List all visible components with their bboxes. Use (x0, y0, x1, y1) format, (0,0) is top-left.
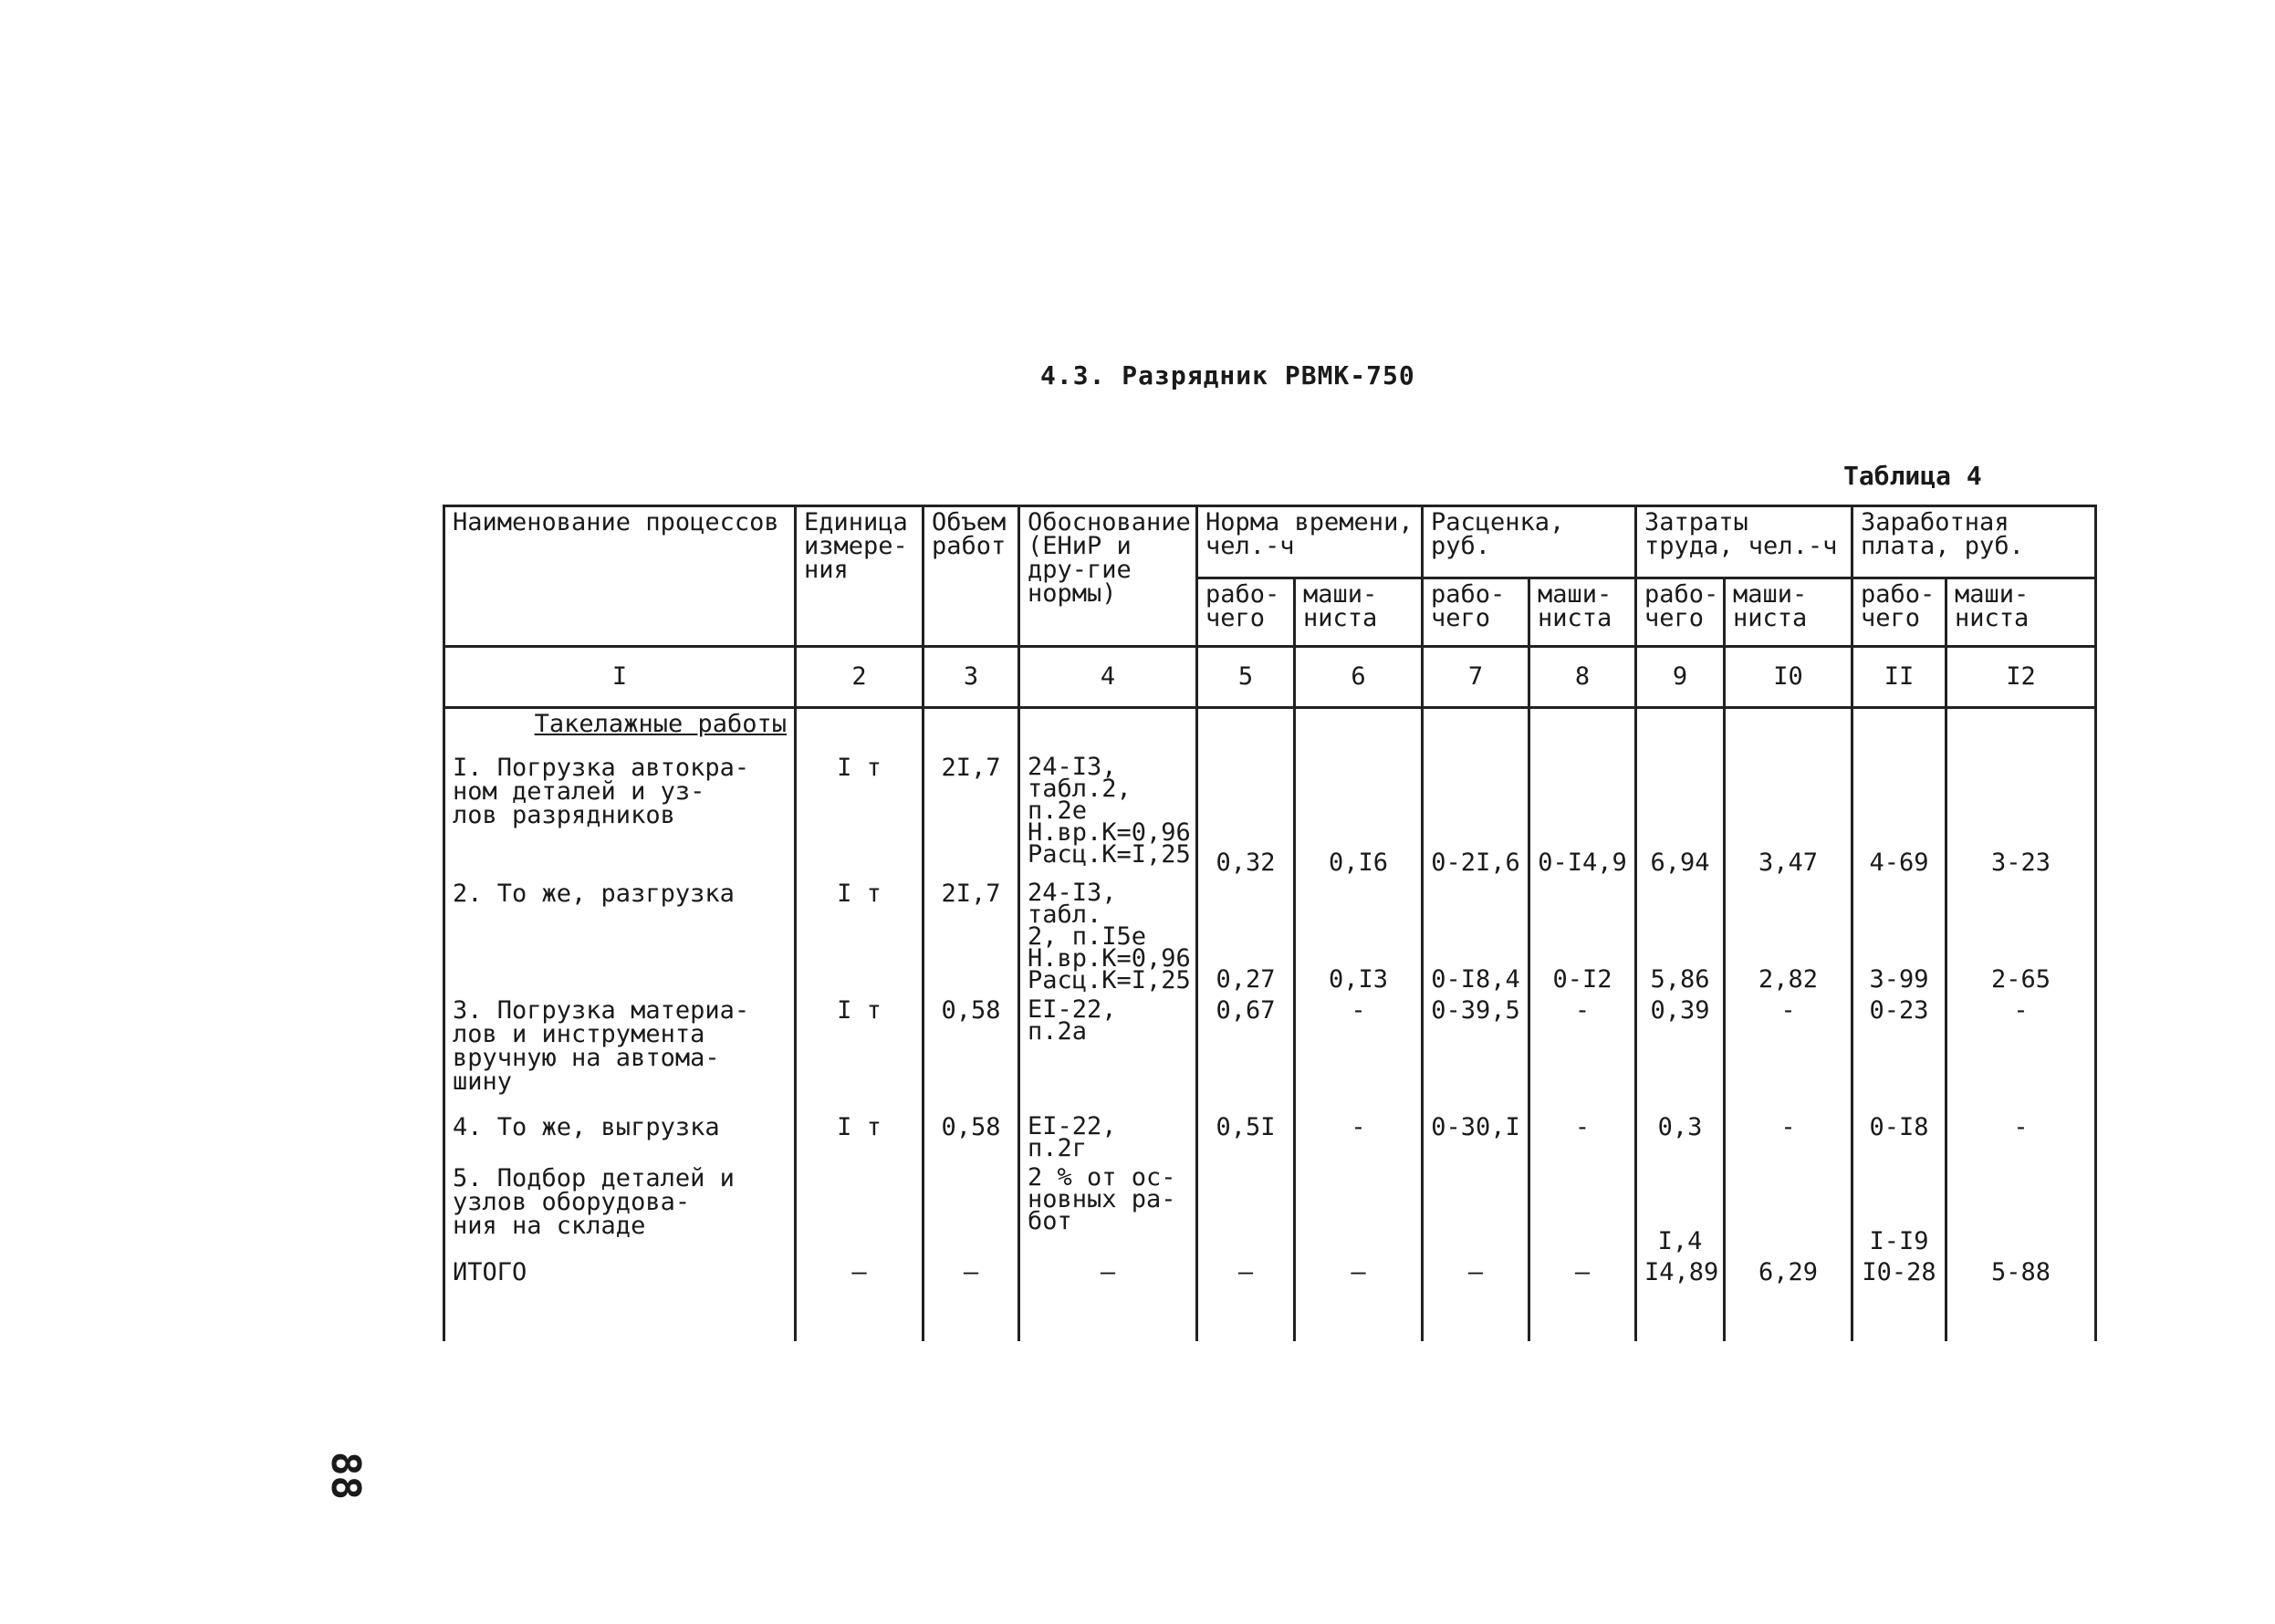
basis-cell: ЕI-22, п.2г (1019, 1112, 1197, 1163)
norm-worker-cell: 0,5I (1197, 1112, 1295, 1163)
labor-machinist-cell: 3,47 (1725, 753, 1852, 879)
norm-worker-cell: – (1197, 1257, 1295, 1301)
labor-worker-cell: 0,39 (1636, 995, 1725, 1112)
total-label: ИТОГО (444, 1257, 796, 1301)
rate-worker-cell: 0-30,I (1423, 1112, 1529, 1163)
norms-table (443, 505, 2097, 1341)
page-title: 4.3. Разрядник РВМК-750 (1040, 360, 1415, 390)
table-row (444, 753, 2096, 879)
wage-machinist-cell: - (1946, 1112, 2096, 1163)
rate-worker-cell: – (1423, 1257, 1529, 1301)
header-wage-machinist: маши-ниста (1946, 578, 2096, 647)
norm-worker-cell (1197, 1163, 1295, 1257)
labor-worker-cell: 6,94 (1636, 753, 1725, 879)
basis-cell: 24-I3, табл. 2, п.I5е Н.вр.К=0,96 Расц.К=I,25 (1019, 879, 1197, 995)
unit-cell: I т (796, 753, 924, 879)
labor-worker-cell: 5,86 (1636, 879, 1725, 995)
norm-machinist-cell: – (1295, 1257, 1423, 1301)
basis-cell: 2 % от ос- новных ра- бот (1019, 1163, 1197, 1257)
header-volume: Объем работ (924, 506, 1019, 647)
wage-worker-cell: 0-23 (1852, 995, 1946, 1112)
process-name: 2. То же, разгрузка (444, 879, 796, 995)
wage-machinist-cell: 2-65 (1946, 879, 2096, 995)
column-number: 8 (1529, 647, 1636, 708)
volume-cell: 2I,7 (924, 753, 1019, 879)
rate-machinist-cell: - (1529, 995, 1636, 1112)
wage-machinist-cell (1946, 1163, 2096, 1257)
volume-cell: 2I,7 (924, 879, 1019, 995)
header-labor-machinist: маши-ниста (1725, 578, 1852, 647)
wage-worker-cell: 3-99 (1852, 879, 1946, 995)
process-name: I. Погрузка автокра- ном деталей и уз- лов разрядников (444, 753, 796, 879)
wage-machinist-cell: - (1946, 995, 2096, 1112)
wage-worker-cell: 4-69 (1852, 753, 1946, 879)
labor-machinist-cell: - (1725, 1112, 1852, 1163)
header-labor-cost: Затраты труда, чел.-ч (1636, 506, 1852, 578)
header-wage: Заработная плата, руб. (1852, 506, 2096, 578)
rate-worker-cell: 0-I8,4 (1423, 879, 1529, 995)
section-title: Такелажные работы (444, 708, 796, 754)
column-number: 9 (1636, 647, 1725, 708)
norm-machinist-cell: 0,I6 (1295, 753, 1423, 879)
process-name: 5. Подбор деталей и узлов оборудова- ния на складе (444, 1163, 796, 1257)
norm-machinist-cell: - (1295, 1112, 1423, 1163)
total-row (444, 1257, 2096, 1301)
header-process-name: Наименование процессов (444, 506, 796, 647)
rate-machinist-cell: 0-I2 (1529, 879, 1636, 995)
labor-machinist-cell: 2,82 (1725, 879, 1852, 995)
header-norm-worker: рабо-чего (1197, 578, 1295, 647)
table-row (444, 879, 2096, 995)
unit-cell (796, 1163, 924, 1257)
header-rate-machinist: маши-ниста (1529, 578, 1636, 647)
wage-machinist-cell: 3-23 (1946, 753, 2096, 879)
header-time-norm: Норма времени, чел.-ч (1197, 506, 1423, 578)
table-label: Таблица 4 (1843, 461, 1982, 491)
norm-worker-cell: 0,32 (1197, 753, 1295, 879)
norm-machinist-cell (1295, 1163, 1423, 1257)
page-number: 88 (321, 1452, 369, 1500)
rate-machinist-cell: 0-I4,9 (1529, 753, 1636, 879)
table-row (444, 1112, 2096, 1163)
basis-cell: 24-I3, табл.2, п.2е Н.вр.К=0,96 Расц.К=I,25 (1019, 753, 1197, 879)
table-row (444, 995, 2096, 1112)
volume-cell: 0,58 (924, 1112, 1019, 1163)
norm-worker-cell: 0,67 (1197, 995, 1295, 1112)
wage-worker-cell: 0-I8 (1852, 1112, 1946, 1163)
column-number: 5 (1197, 647, 1295, 708)
column-number: II (1852, 647, 1946, 708)
column-number: 3 (924, 647, 1019, 708)
norm-machinist-cell: - (1295, 995, 1423, 1112)
column-number: 6 (1295, 647, 1423, 708)
volume-cell (924, 1163, 1019, 1257)
unit-cell: I т (796, 1112, 924, 1163)
column-number: 2 (796, 647, 924, 708)
labor-machinist-cell: - (1725, 995, 1852, 1112)
rate-machinist-cell: - (1529, 1112, 1636, 1163)
wage-worker-cell: I0-28 (1852, 1257, 1946, 1301)
rate-worker-cell: 0-2I,6 (1423, 753, 1529, 879)
rate-worker-cell: 0-39,5 (1423, 995, 1529, 1112)
basis-cell: ЕI-22, п.2а (1019, 995, 1197, 1112)
volume-cell: – (924, 1257, 1019, 1301)
header-basis: Обоснование (ЕНиР и дру-гие нормы) (1019, 506, 1197, 647)
norm-worker-cell: 0,27 (1197, 879, 1295, 995)
rate-machinist-cell (1529, 1163, 1636, 1257)
header-wage-worker: рабо-чего (1852, 578, 1946, 647)
header-unit: Единица измере-ния (796, 506, 924, 647)
norm-machinist-cell: 0,I3 (1295, 879, 1423, 995)
wage-machinist-cell: 5-88 (1946, 1257, 2096, 1301)
unit-cell: I т (796, 995, 924, 1112)
volume-cell: 0,58 (924, 995, 1019, 1112)
wage-worker-cell: I-I9 (1852, 1163, 1946, 1257)
column-number: I0 (1725, 647, 1852, 708)
labor-worker-cell: I4,89 (1636, 1257, 1725, 1301)
column-number: I2 (1946, 647, 2096, 708)
rate-machinist-cell: – (1529, 1257, 1636, 1301)
process-name: 3. Погрузка материа- лов и инструмента вручную на автома- шину (444, 995, 796, 1112)
unit-cell: – (796, 1257, 924, 1301)
unit-cell: I т (796, 879, 924, 995)
header-labor-worker: рабо-чего (1636, 578, 1725, 647)
process-name: 4. То же, выгрузка (444, 1112, 796, 1163)
labor-machinist-cell: 6,29 (1725, 1257, 1852, 1301)
header-rate: Расценка, руб. (1423, 506, 1636, 578)
column-number: 4 (1019, 647, 1197, 708)
column-number: I (444, 647, 796, 708)
table-row (444, 1163, 2096, 1257)
header-norm-machinist: маши-ниста (1295, 578, 1423, 647)
header-rate-worker: рабо-чего (1423, 578, 1529, 647)
labor-worker-cell: 0,3 (1636, 1112, 1725, 1163)
column-number: 7 (1423, 647, 1529, 708)
rate-worker-cell (1423, 1163, 1529, 1257)
labor-worker-cell: I,4 (1636, 1163, 1725, 1257)
labor-machinist-cell (1725, 1163, 1852, 1257)
basis-cell: – (1019, 1257, 1197, 1301)
